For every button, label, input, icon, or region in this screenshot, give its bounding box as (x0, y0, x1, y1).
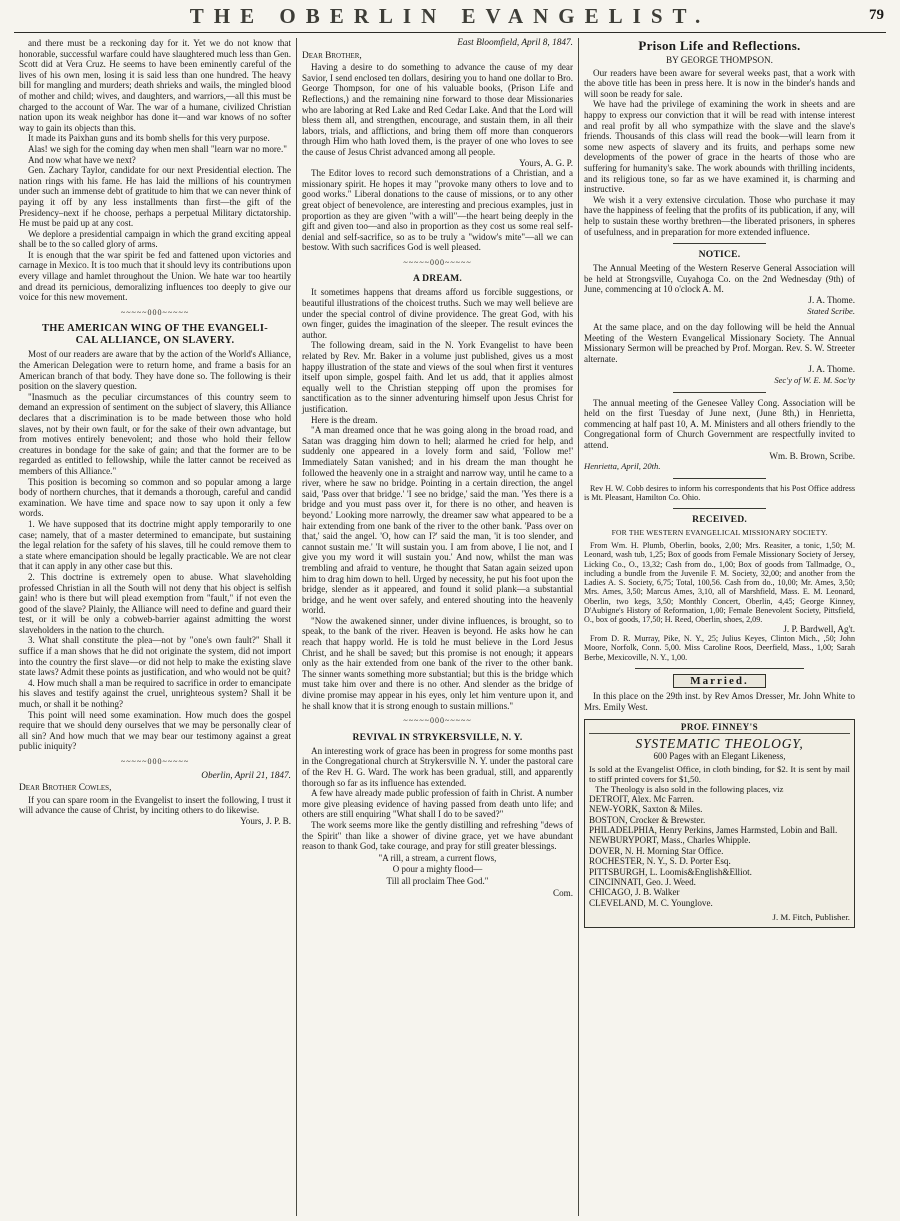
list-item: NEWBURYPORT, Mass., Charles Whipple. (589, 835, 751, 846)
ad-places-intro: The Theology is also sold in the following places, viz (595, 783, 784, 794)
ad-heading: PROF. FINNEY'S (589, 722, 850, 735)
paragraph: The annual meeting of the Genesee Valley Cong. Association will be held on the first Tuesday of June next, (June 8th,) in Henrietta, commencing at half past 10, A. M. Ministers and all others friendly to the Congregational form of Church Government are respectfully invited to attend. (584, 397, 855, 450)
article-byline: BY GEORGE THOMPSON. (666, 55, 773, 65)
page-number: 79 (869, 7, 884, 23)
paragraph: In this place on the 29th inst. by Rev Amos Dresser, Mr. John White to Mrs. Emily West. (584, 691, 855, 713)
ad-subtitle: 600 Pages with an Elegant Likeness, (653, 751, 786, 762)
notice-signature-title: Sec'y of W. E. M. Soc'ty (774, 375, 855, 386)
paragraph: Here is the dream. (311, 414, 378, 425)
article-heading-prison-life: Prison Life and Reflections. (638, 38, 801, 53)
married-banner-label: Married. (673, 674, 765, 689)
paragraph: The work seems more like the gently distilling and refreshing "dews of the Spirit" than like a shower of divine grace, yet we have abundant reason to thank God, take courage, and pray for still greater blessings. (302, 819, 573, 852)
letter-signature: Yours, J. P. B. (240, 815, 291, 826)
paragraph: We wish it a very extensive circulation. Those who purchase it may have the happiness of feeling that the profits of its publication, if any, will help to sustain these worthy brethren—the liberated prisoners, in spheres of usefulness, and in preparation for more extended influence. (584, 194, 855, 237)
article-heading-revival: REVIVAL IN STRYKERSVILLE, N. Y. (352, 731, 523, 743)
divider (673, 508, 765, 509)
letter-salutation: Dear Brother Cowles, (19, 783, 112, 794)
received-subheading: FOR THE WESTERN EVANGELICAL MISSIONARY SOCIETY. (611, 528, 828, 538)
letter-dateline: Oberlin, April 21, 1847. (201, 770, 291, 781)
list-item: NEW-YORK, Saxton & Miles. (589, 804, 703, 815)
list-item: CINCINNATI, Geo. J. Weed. (589, 877, 696, 888)
notice-heading: NOTICE. (698, 249, 741, 261)
article-heading-dream: A DREAM. (412, 273, 463, 285)
list-item: PITTSBURGH, L. Loomis&English&Elliot. (589, 866, 752, 877)
masthead-title: THE OBERLIN EVANGELIST. (189, 4, 711, 28)
paragraph: The following dream, said in the N. York Evangelist to have been related by Rev. Mr. Baker in a volume just published, gives us a most happy illustration of the state and views of the soul when first it ventures itself upon simple, gospel faith. And let us add, that it applies almost equally well to the Christian stepping off upon the promises for sanctification as to the sinner adventuring himself upon Jesus Christ for justification. (302, 340, 573, 414)
publisher-signature: J. M. Fitch, Publisher. (772, 912, 850, 923)
paragraph: "Inasmuch as the peculiar circumstances of this country seem to demand an expression of sentiment on the subject of slavery, this Alliance declares that a discrimination is to be made between those who hold slaves, not by their own fault, or for the sake of their own advantage, but from motives entirely benevolent; and those who hold their fellow creatures in bondage for the sake of gain; and that the former are to be regarded as entitled to fellowship, while the latter cannot be received as members of this Alliance." (19, 391, 291, 476)
paragraph: It is enough that the war spirit be fed and fattened upon victories and carnage in Mexico. It is too much that it should levy its contributions upon every village and hamlet throughout the Union. We hate war too heartily and dread its pernicious, demoralizing influences too deeply to give our voice for this new movement. (19, 249, 291, 303)
divider (635, 668, 803, 669)
paragraph: From Wm. H. Plumb, Oberlin, books, 2,00; Mrs. Reasiter, a tonic, 1,50; M. Leonard, wash tub, 1,25; Box of goods from Female Missionary Society of Jersey, Licking Co., O., 13,32; Cash from do., 1,00; Box of goods from Tallmadge, O., including a bundle from the Juvenile F. M. Society, 32,00; and another from the Ladies A. S. Society, 6,75; Total, 100,56. Cash from do., 10,00; Mr. Ames, 3,50; Mrs. Ames, 3,50; Marcus Ames, 3,10, all of Marshfield, Mass. E. M. Leonard, Oberlin, two kegs, 3,50; Monthly Concert, Oberlin, 4,45; George Kinney, D'Aubigne's History of Reformation, 1,00; Female Benevolent Society, Pittsfield, O., box of goods, 17,50; H. Reed, Oberlin, shoes, 2,09. (584, 540, 855, 625)
paragraph: It made its Paixhan guns and its bomb shells for this very purpose. (28, 133, 270, 144)
notice-signature-title: Stated Scribe. (807, 306, 855, 317)
paragraph: "Now the awakened sinner, under divine influences, is brought, so to speak, to the bank of the river. Heaven is beyond. He asks how he can reach that happy world. He is told he must believe in the Lord Jesus Christ, and he shall be saved; but this promise is not enough; it appears only as the hair extended from one bank of the river to the other bank. The sinner wants something more substantial; but this is the bridge which must take him over and there is no other. And slender as the bridge of divine promise may appear in his eyes, only let him venture upon it, and he shall know that it is strong enough to sustain millions." (302, 615, 573, 711)
paragraph: 4. How much shall a man be required to sacrifice in order to emancipate his slaves and testify against the cruel, unrighteous system? Shall it be much, or shall it be nothing? (19, 677, 291, 710)
paragraph: The Editor loves to record such demonstrations of a Christian, and a missionary spirit. He hopes it may "provoke many others to love and to good works." Liberal donations to the cause of missions, or to any other great object of benevolence, are interesting and precious examples, just in proportion as they are given "with a will"—the heart being deeply in the gift and given too—and also in proportion as they cost us some real self-denial and self-sacrifice, so as to be truly a "widow's mite"—all we can bestow. With such sacrifices God is well pleased. (302, 168, 573, 253)
advertisement-finney-theology (584, 719, 855, 928)
heading-line-1: THE AMERICAN WING OF THE EVANGELI- (41, 323, 269, 335)
letter-salutation: Dear Brother, (302, 50, 362, 61)
married-banner (584, 674, 855, 689)
paragraph: And now what have we next? (28, 154, 136, 165)
divider (673, 478, 765, 479)
ad-title: SYSTEMATIC THEOLOGY, (635, 736, 804, 752)
received-heading: RECEIVED. (692, 514, 747, 526)
list-item: BOSTON, Crocker & Brewster. (589, 814, 706, 825)
paragraph: 3. What shall constitute the plea—not by "one's own fault?" Shall it suffice if a man shows that he did not originate the system, did not import into the country the first slave—or did not help to make the existing slave state laws? Admit these points as justification, and who would not be quit? (19, 635, 291, 678)
masthead (14, 6, 886, 33)
paragraph: 1. We have supposed that its doctrine might apply temporarily to one case; namely, that of a master determined to emancipate, but sustaining the legal relation for the safety of his slaves, till he could remove them to a state where emancipation should be legally practicable. We are not clear that it can apply in any other case but this. (19, 518, 291, 572)
paragraph: Having a desire to do something to advance the cause of my dear Savior, I send enclosed ten dollars, desiring you to hand one dollar to Bro. George Thompson, for one of his valuable books, (Prison Life and Reflections,) and the remaining nine forward to those dear Missionaries who are laboring at Red Lake and Red Cedar Lake. And that the Lord will bless them all, and strengthen, encourage, and sustain them, in all their labors, trials, and afflictions, and bring them off more than conquerors through Him who hath loved them, is the prayer of one who loves to see the cause of Jesus Christ advanced among all people. (302, 62, 573, 157)
paragraph: At the same place, and on the day following will be held the Annual Meeting of the Western Evangelical Missionary Society. The Annual Missionary Sermon will be preached by Prof. Morgan. Rev. S. W. Streeter alternate. (584, 322, 855, 364)
paragraph: Our readers have been aware for several weeks past, that a work with the above title has been in press here. It is now in the binder's hands and will soon be ready for sale. (584, 67, 855, 99)
paragraph: Most of our readers are aware that by the action of the World's Alliance, the American Delegation were to return home, and frame a basis for an American branch of that body. They have done so. The following is their position on the slavery question. (19, 349, 291, 392)
received-signature: J. P. Bardwell, Ag't. (783, 623, 855, 634)
paragraph: A few have already made public profession of faith in Christ. A number more give pleasing evidence of having passed from death unto life; and others are still enquiring "What shall I do to be saved?" (302, 788, 573, 820)
paragraph: We have had the privilege of examining the work in sheets and are happy to express our conviction that it will be read with intense interest and real profit by all who sympathize with the slave and the slave's friends. Thousands of this class will read the book—will learn from it some new aspects of slavery and its fruits, and perhaps some new developments of the power of grace in the hearts of those who are suffering for humanity's sake. The work abounds with thrilling incidents, and its religious tone, so far as we have examined it, is charming and instructive. (584, 99, 855, 195)
letter-dateline: East Bloomfield, April 8, 1847. (457, 38, 573, 48)
article-signature: Com. (553, 887, 573, 898)
list-item: CHICAGO, J. B. Walker (589, 887, 680, 898)
divider (673, 243, 765, 244)
paragraph: Alas! we sigh for the coming day when men shall "learn war no more." (28, 143, 287, 154)
ornament-divider: ~~~~~000~~~~~ (120, 757, 190, 766)
ornament-divider: ~~~~~000~~~~~ (403, 716, 472, 726)
paragraph: This position is becoming so common and so popular among a large body of northern churches, that it demands a thorough, careful and candid examination. We have time and space now to say upon it only a few words. (19, 476, 291, 519)
verse-line: Till all proclaim Thee God." (386, 875, 489, 886)
list-item: ROCHESTER, N. Y., S. D. Porter Esq. (589, 856, 731, 867)
paragraph: This point will need some examination. How much does the gospel require that we should deny ourselves that we may be personally clear of all sin? And how much that we may bear our testimony against a great public iniquity? (19, 709, 291, 752)
notice-signature: J. A. Thome. (808, 294, 855, 305)
list-item: PHILADELPHIA, Henry Perkins, James Harmsted, Lobin and Ball. (589, 825, 838, 836)
paragraph: Rev H. W. Cobb desires to inform his correspondents that his Post Office address is Mt. Pleasant, Hamilton Co. Ohio. (584, 483, 855, 503)
ornament-divider: ~~~~~000~~~~~ (403, 257, 472, 267)
paragraph: Gen. Zachary Taylor, candidate for our next Presidential election. The nation rings with his fame. He has laid the millions of his countrymen under such an immense debt of gratitude to him that we can never think of paying it off by any less installments than first—the gift of the Presidency–next if he choose, perhaps a perpetual Military dictatorship. He must be paid up at any cost. (19, 165, 291, 229)
notice-signature: J. A. Thome. (808, 364, 855, 375)
notice-dateline: Henrietta, April, 20th. (584, 461, 661, 472)
received-list (584, 541, 855, 662)
list-item: CLEVELAND, M. C. Younglove. (589, 897, 713, 908)
letter-signature: Yours, A. G. P. (519, 157, 573, 168)
column-2 (296, 38, 578, 1216)
column-1 (14, 38, 296, 1216)
columns-container (14, 38, 886, 1216)
paragraph: and there must be a reckoning day for it. Yet we do not know that honorable, successful warfare could have slaughtered much less than Gen. Scott did at Vera Cruz. He seems to have been eminently careful of the lives of his own men, losing it is said less than one hundred. The heavy bill for mangling and murders; death shrieks and wails, the mingled blood of mother and child; wives, and daughters, and warriors,—all this must be charged to the account of War. The war of a humane, civilized Christian nation upon its weak neighbor has done it—and war knows of no softer way to gain its objects than this. (19, 38, 291, 133)
notice-signature: Wm. B. Brown, Scribe. (769, 450, 855, 461)
list-item: DETROIT, Alex. Mc Farren. (589, 793, 694, 804)
paragraph: An interesting work of grace has been in progress for some months past in the Congregational church at Strykersville N. Y. under the pastoral care of the Rev H. G. Ward. The work has been gradual, still, and apparently thorough so far as its influence has extended. (302, 745, 573, 788)
divider (673, 392, 765, 393)
ad-body: Is sold at the Evangelist Office, in cloth binding, for $2. It is sent by mail to stiff printed covers for $1,50. (589, 763, 850, 784)
column-3 (578, 38, 860, 1216)
paragraph: 2. This doctrine is extremely open to abuse. What slaveholding professed Christian in all the South will not deny that his object is selfish gain! who is there but will plead exemption from "fault," if not even the good of the slave? Plainly, the Alliance will need to define and guard their test, or it will be only a cobweb-barrier against admitting the worst slaveholders in the nation to the church. (19, 571, 291, 635)
paragraph: The Annual Meeting of the Western Reserve General Association will be held at Strongsville, Cuyahoga Co. on the 2nd Wednesday (9th) of June, commencing at 10 o'clock A. M. (584, 263, 855, 295)
verse-line: "A rill, a stream, a current flows, (378, 852, 497, 863)
paragraph: "A man dreamed once that he was going along in the broad road, and Satan was dragging him down to hell; alarmed he cried for help, and suddenly one appeared in a lovely form and said, 'Follow me!' Immediately Satan vanished; and in his dream the man thought he followed the heavenly one in a straight and narrow way, until he came to a river, where he saw no bridge. Pointing in a certain direction, the angel said, 'Pass over that bridge.' 'I see no bridge,' said the man. 'Yes there is a bridge and you must pass over it, for there is no other, and heaven is beyond.' Looking more narrowly, the dreamer saw what appeared to be a hair extending from one bank of the river to the other bank. 'Pass over on that,' said the angel. 'O, how can I?' said the man, 'it is too slender, and cannot sustain me.' 'It will sustain you. I am from above, I lie not, and I give you my word it will sustain you.' And now, whilst the man was trembling and afraid to venture, he thought that Satan again seized upon him to drag him down to hell. Urged by necessity, he put his foot upon the bridge, slender as it appeared, and found it solid plank—a substantial bridge, and he went over safely, and entered shouting into the heavenly world. (302, 425, 573, 616)
paragraph: It sometimes happens that dreams afford us forcible suggestions, or beautiful illustrations of the choicest truths. Such we may well believe are under the special control of divine providence. The great God, with his own finger, guides the imagination of the sleeper. The result evinces the author. (302, 287, 573, 340)
paragraph: We deplore a presidential campaign in which the grand exciting appeal shall be to the so called glory of arms. (19, 228, 291, 250)
verse-line: O pour a mighty flood— (392, 864, 483, 875)
list-item: DOVER, N. H. Morning Star Office. (589, 845, 724, 856)
paragraph: From D. R. Murray, Pike, N. Y., 25; Julius Keyes, Clinton Mich., ,50; John Moore, Norfolk, Conn. 5,00. Miss Caroline Roos, Deerfield, Mass., 1,00; Sarah Berbe, Mexicoville, N. Y., 1,00. (584, 633, 855, 662)
heading-line-2: CAL ALLIANCE, ON SLAVERY. (75, 335, 235, 347)
ornament-divider: ~~~~~000~~~~~ (120, 307, 190, 317)
paragraph: If you can spare room in the Evangelist to insert the following, I trust it will advance the cause of Christ, by inciting others to do likewise. (19, 794, 291, 816)
ad-places-list (589, 794, 850, 908)
article-heading-alliance (19, 323, 291, 347)
